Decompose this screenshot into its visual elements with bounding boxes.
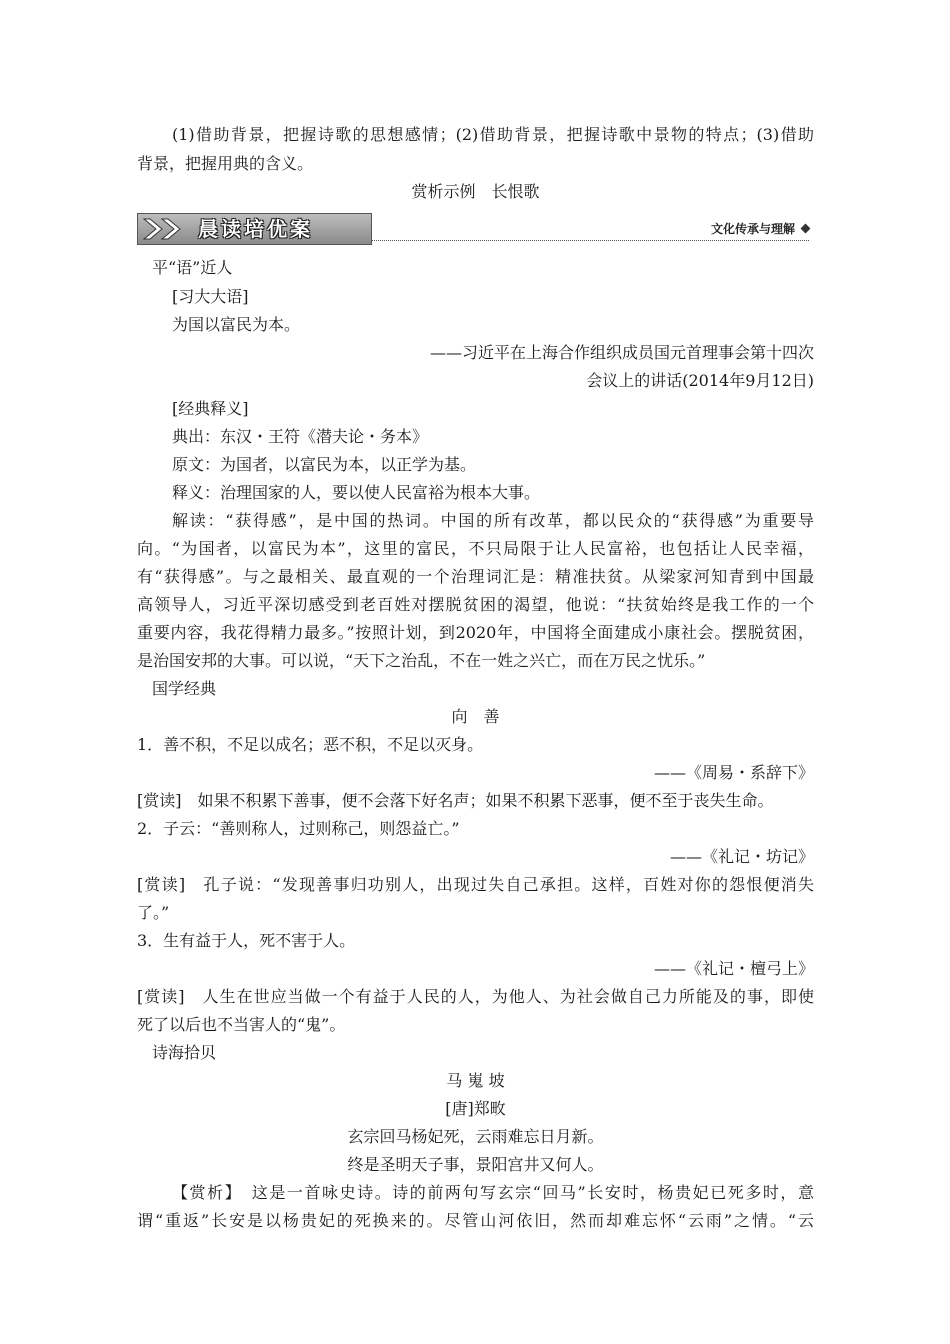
quote-source-line-1: ——习近平在上海合作组织成员国元首理事会第十四次 [429,343,814,362]
tag-quote: [习大大语] [172,287,249,306]
double-chevron-icon [142,217,194,241]
tag-explain: [经典释义] [172,399,249,418]
classic-item-comment: [赏读] 孔子说：“发现善事归功别人，出现过失自己承担。这样，百姓对你的怨恨便消失 [137,875,814,894]
origin-text: 典出：东汉・王符《潜夫论・务本》 [172,427,429,446]
classic-item-text: 2．子云：“善则称人，过则称己，则怨益亡。” [137,819,460,838]
poem-line: 玄宗回马杨妃死，云雨难忘日月新。 [347,1127,604,1146]
intro-line-2: 背景，把握用典的含义。 [137,154,314,173]
classic-item-comment: 死了以后也不当害人的“鬼”。 [137,1015,346,1034]
intro-line-1: (1)借助背景，把握诗歌的思想感情；(2)借助背景，把握诗歌中景物的特点；(3)借助 [172,125,814,144]
interpretation-line: 高领导人，习近平深切感受到老百姓对摆脱贫困的渴望，他说：“扶贫始终是我工作的一个 [137,595,814,614]
poem-title: 马 嵬 坡 [446,1071,505,1090]
section-heading-guoxue: 国学经典 [152,679,217,698]
diamond-icon [801,224,811,234]
original-text: 原文：为国者，以富民为本，以正学为基。 [172,455,477,474]
interpretation-line: 解读：“获得感”，是中国的热词。中国的所有改革，都以民众的“获得感”为重要导 [172,511,814,530]
quote-source-line-2: 会议上的讲话(2014年9月12日) [586,371,814,390]
classic-item-source: ——《礼记・檀弓上》 [653,959,814,978]
analysis-line: 【赏析】 这是一首咏史诗。诗的前两句写玄宗“回马”长安时，杨贵妃已死多时，意 [172,1183,814,1202]
banner-block [137,213,372,245]
interpretation-line: 有“获得感”。与之最相关、最直观的一个治理词汇是：精准扶贫。从梁家河知青到中国最 [137,567,814,586]
interpretation-line: 是治国安邦的大事。可以说，“天下之治乱，不在一姓之兴亡，而在万民之忧乐。” [137,651,706,670]
banner-dotted-line [371,240,809,241]
interpretation-line: 重要内容，我花得精力最多。”按照计划，到2020年，中国将全面建成小康社会。摆脱贫困， [137,623,814,642]
theme-title: 向 善 [451,707,500,726]
classic-item-source: ——《周易・系辞下》 [653,763,814,782]
classic-item-source: ——《礼记・坊记》 [669,847,814,866]
classic-item-text: 3．生有益于人，死不害于人。 [137,931,356,950]
section-heading-shihai: 诗海拾贝 [152,1043,217,1062]
banner-subtitle: 文化传承与理解 [710,222,795,236]
banner-title: 晨读培优案 [198,217,313,241]
classic-item-text: 1．善不积，不足以成名；恶不积，不足以灭身。 [137,735,484,754]
section-heading-ping-yu: 平“语”近人 [152,258,233,277]
interpretation-line: 向。“为国者，以富民为本”，这里的富民，不只局限于让人民富裕，也包括让人民幸福， [137,539,814,558]
classic-item-comment: 了。” [137,903,170,922]
section-banner [137,213,809,245]
classic-item-comment: [赏读] 如果不积累下善事，便不会落下好名声；如果不积累下恶事，便不至于丧失生命。 [137,791,774,810]
poem-author: [唐]郑畋 [445,1099,506,1118]
analysis-line: 谓“重返”长安是以杨贵妃的死换来的。尽管山河依旧，然而却难忘怀“云雨”之情。“云 [137,1211,814,1230]
meaning-text: 释义：治理国家的人，要以使人民富裕为根本大事。 [172,483,541,502]
poem-line: 终是圣明天子事，景阳宫井又何人。 [347,1155,604,1174]
classic-item-comment: [赏读] 人生在世应当做一个有益于人民的人，为他人、为社会做自己力所能及的事，即使 [137,987,814,1006]
quote-text: 为国以富民为本。 [172,315,301,334]
example-title: 赏析示例 长恨歌 [411,182,540,201]
